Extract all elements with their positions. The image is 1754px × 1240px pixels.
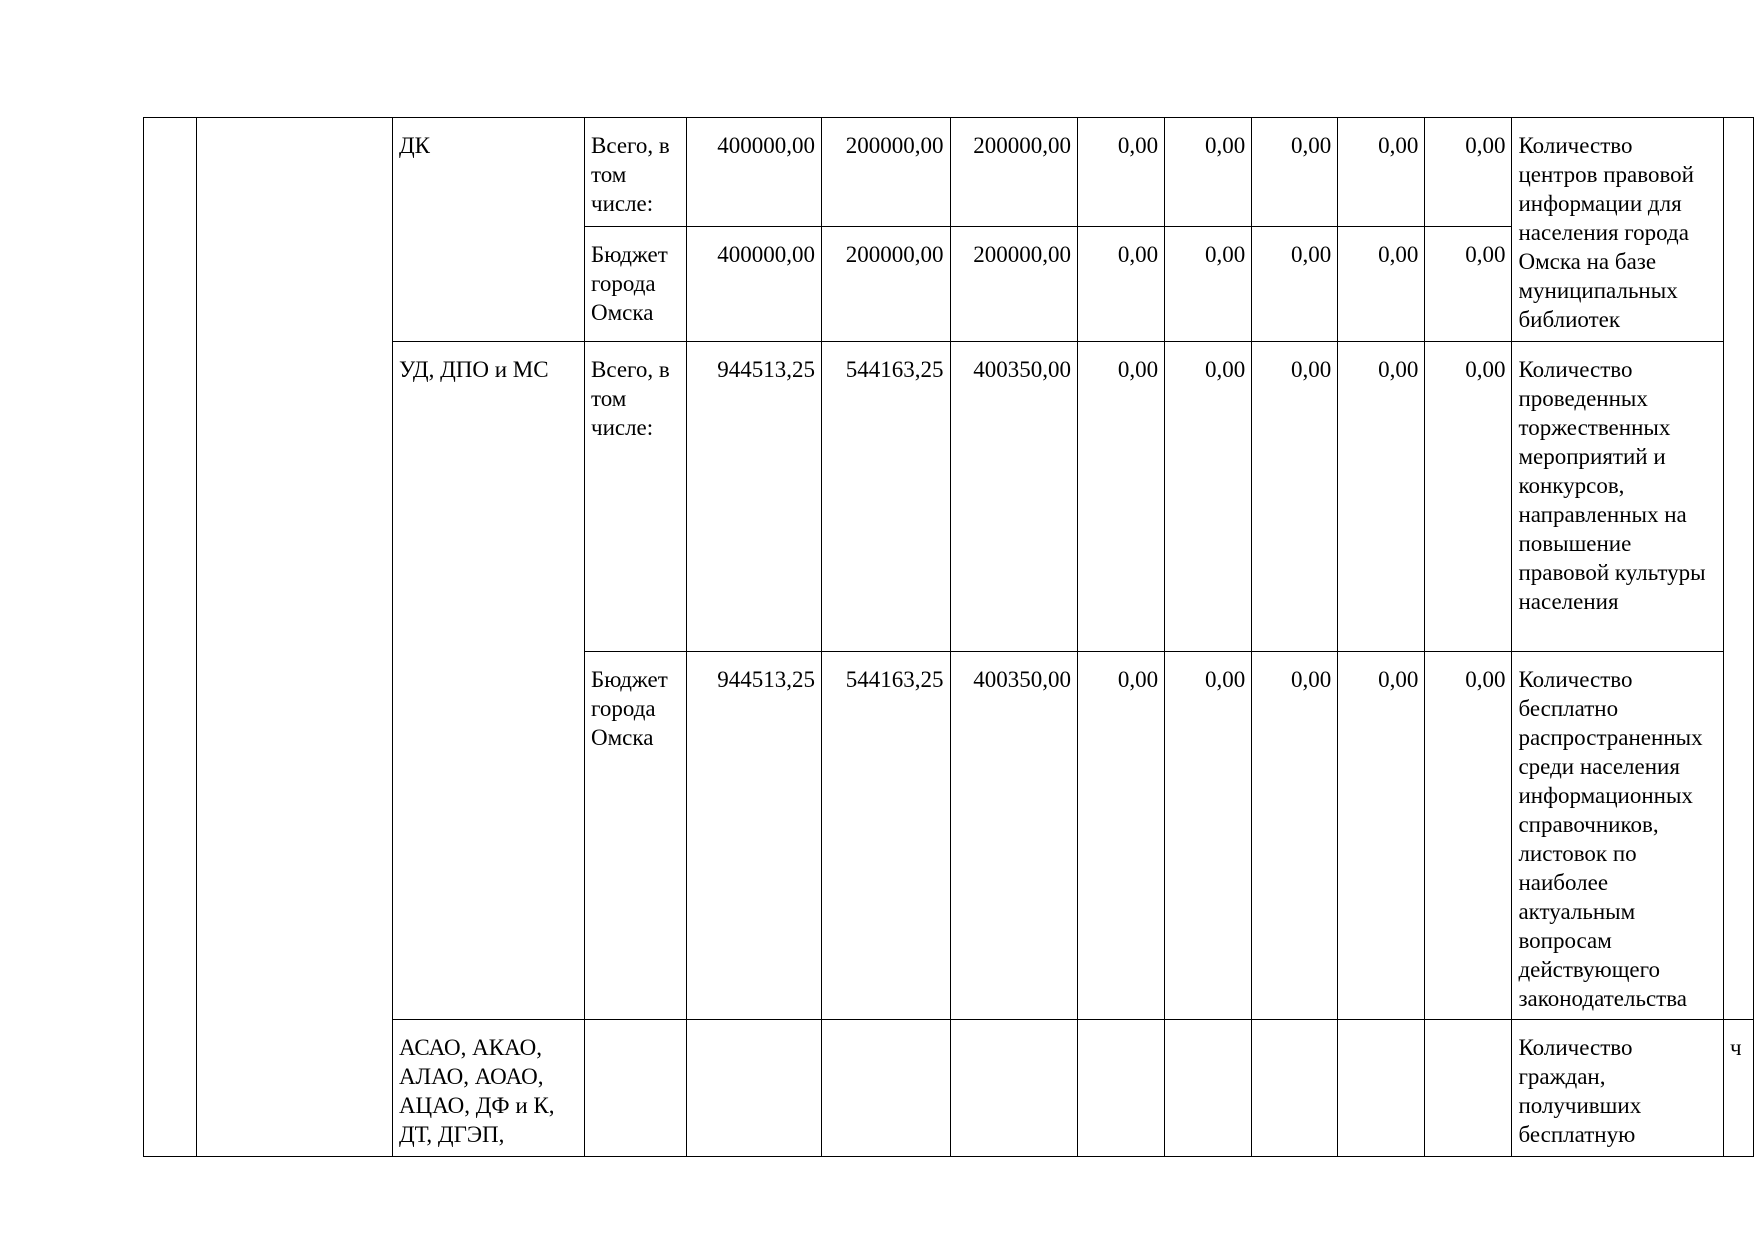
- activity-cell: [196, 118, 392, 1157]
- amount-total-cell: 400000,00: [686, 118, 821, 227]
- amount-year-cell: 0,00: [1338, 227, 1425, 342]
- amount-year-cell: [1338, 1020, 1425, 1157]
- funding-source-cell: Бюджет города Омска: [585, 652, 687, 1020]
- amount-year-cell: 0,00: [1078, 118, 1165, 227]
- edge-cell: [1724, 118, 1754, 1020]
- funding-source-cell: [585, 1020, 687, 1157]
- amount-year-cell: 0,00: [1252, 342, 1338, 652]
- indicator-cell: Количество проведенных торжественных мероприятий и конкурсов, направленных на повышение правовой культуры населения: [1512, 342, 1724, 652]
- amount-year-cell: 0,00: [1252, 652, 1338, 1020]
- amount-year-cell: 200000,00: [950, 118, 1078, 227]
- amount-year-cell: 200000,00: [822, 118, 951, 227]
- amount-year-cell: 400350,00: [950, 652, 1078, 1020]
- amount-year-cell: [1252, 1020, 1338, 1157]
- edge-cell: ч: [1724, 1020, 1754, 1157]
- funding-source-cell: Бюджет города Омска: [585, 227, 687, 342]
- amount-year-cell: 0,00: [1425, 342, 1512, 652]
- amount-year-cell: 0,00: [1078, 342, 1165, 652]
- amount-year-cell: 0,00: [1165, 118, 1252, 227]
- indicator-cell: Количество центров правовой информации для населения города Омска на базе муниципальных библиотек: [1512, 118, 1724, 342]
- amount-year-cell: 544163,25: [822, 342, 951, 652]
- amount-year-cell: 0,00: [1338, 118, 1425, 227]
- amount-total-cell: 944513,25: [686, 652, 821, 1020]
- table-row: [144, 118, 1754, 227]
- amount-year-cell: 0,00: [1425, 118, 1512, 227]
- amount-year-cell: 0,00: [1165, 342, 1252, 652]
- amount-total-cell: 400000,00: [686, 227, 821, 342]
- executor-cell: УД, ДПО и МС: [392, 342, 584, 1020]
- amount-year-cell: 0,00: [1252, 118, 1338, 227]
- funding-source-cell: Всего, в том числе:: [585, 342, 687, 652]
- indicator-cell: Количество бесплатно распространенных среди населения информационных справочников, листовок по наиболее актуальным вопросам действующего законодательства: [1512, 652, 1724, 1020]
- amount-year-cell: 200000,00: [822, 227, 951, 342]
- amount-total-cell: [686, 1020, 821, 1157]
- executor-cell: АСАО, АКАО, АЛАО, АОАО, АЦАО, ДФ и К, ДТ, ДГЭП,: [392, 1020, 584, 1157]
- amount-year-cell: 0,00: [1425, 227, 1512, 342]
- amount-year-cell: 0,00: [1078, 227, 1165, 342]
- amount-year-cell: 0,00: [1078, 652, 1165, 1020]
- number-cell: [144, 118, 197, 1157]
- amount-total-cell: 944513,25: [686, 342, 821, 652]
- amount-year-cell: 0,00: [1425, 652, 1512, 1020]
- amount-year-cell: 0,00: [1165, 227, 1252, 342]
- executor-cell: ДК: [392, 118, 584, 342]
- amount-year-cell: 200000,00: [950, 227, 1078, 342]
- amount-year-cell: 0,00: [1338, 652, 1425, 1020]
- amount-year-cell: [1165, 1020, 1252, 1157]
- amount-year-cell: 0,00: [1338, 342, 1425, 652]
- amount-year-cell: [950, 1020, 1078, 1157]
- amount-year-cell: 0,00: [1252, 227, 1338, 342]
- amount-year-cell: 400350,00: [950, 342, 1078, 652]
- funding-source-cell: Всего, в том числе:: [585, 118, 687, 227]
- amount-year-cell: 0,00: [1165, 652, 1252, 1020]
- amount-year-cell: [1425, 1020, 1512, 1157]
- indicator-cell: Количество граждан, получивших бесплатную: [1512, 1020, 1724, 1157]
- budget-table: [143, 117, 1754, 1157]
- amount-year-cell: [822, 1020, 951, 1157]
- amount-year-cell: [1078, 1020, 1165, 1157]
- amount-year-cell: 544163,25: [822, 652, 951, 1020]
